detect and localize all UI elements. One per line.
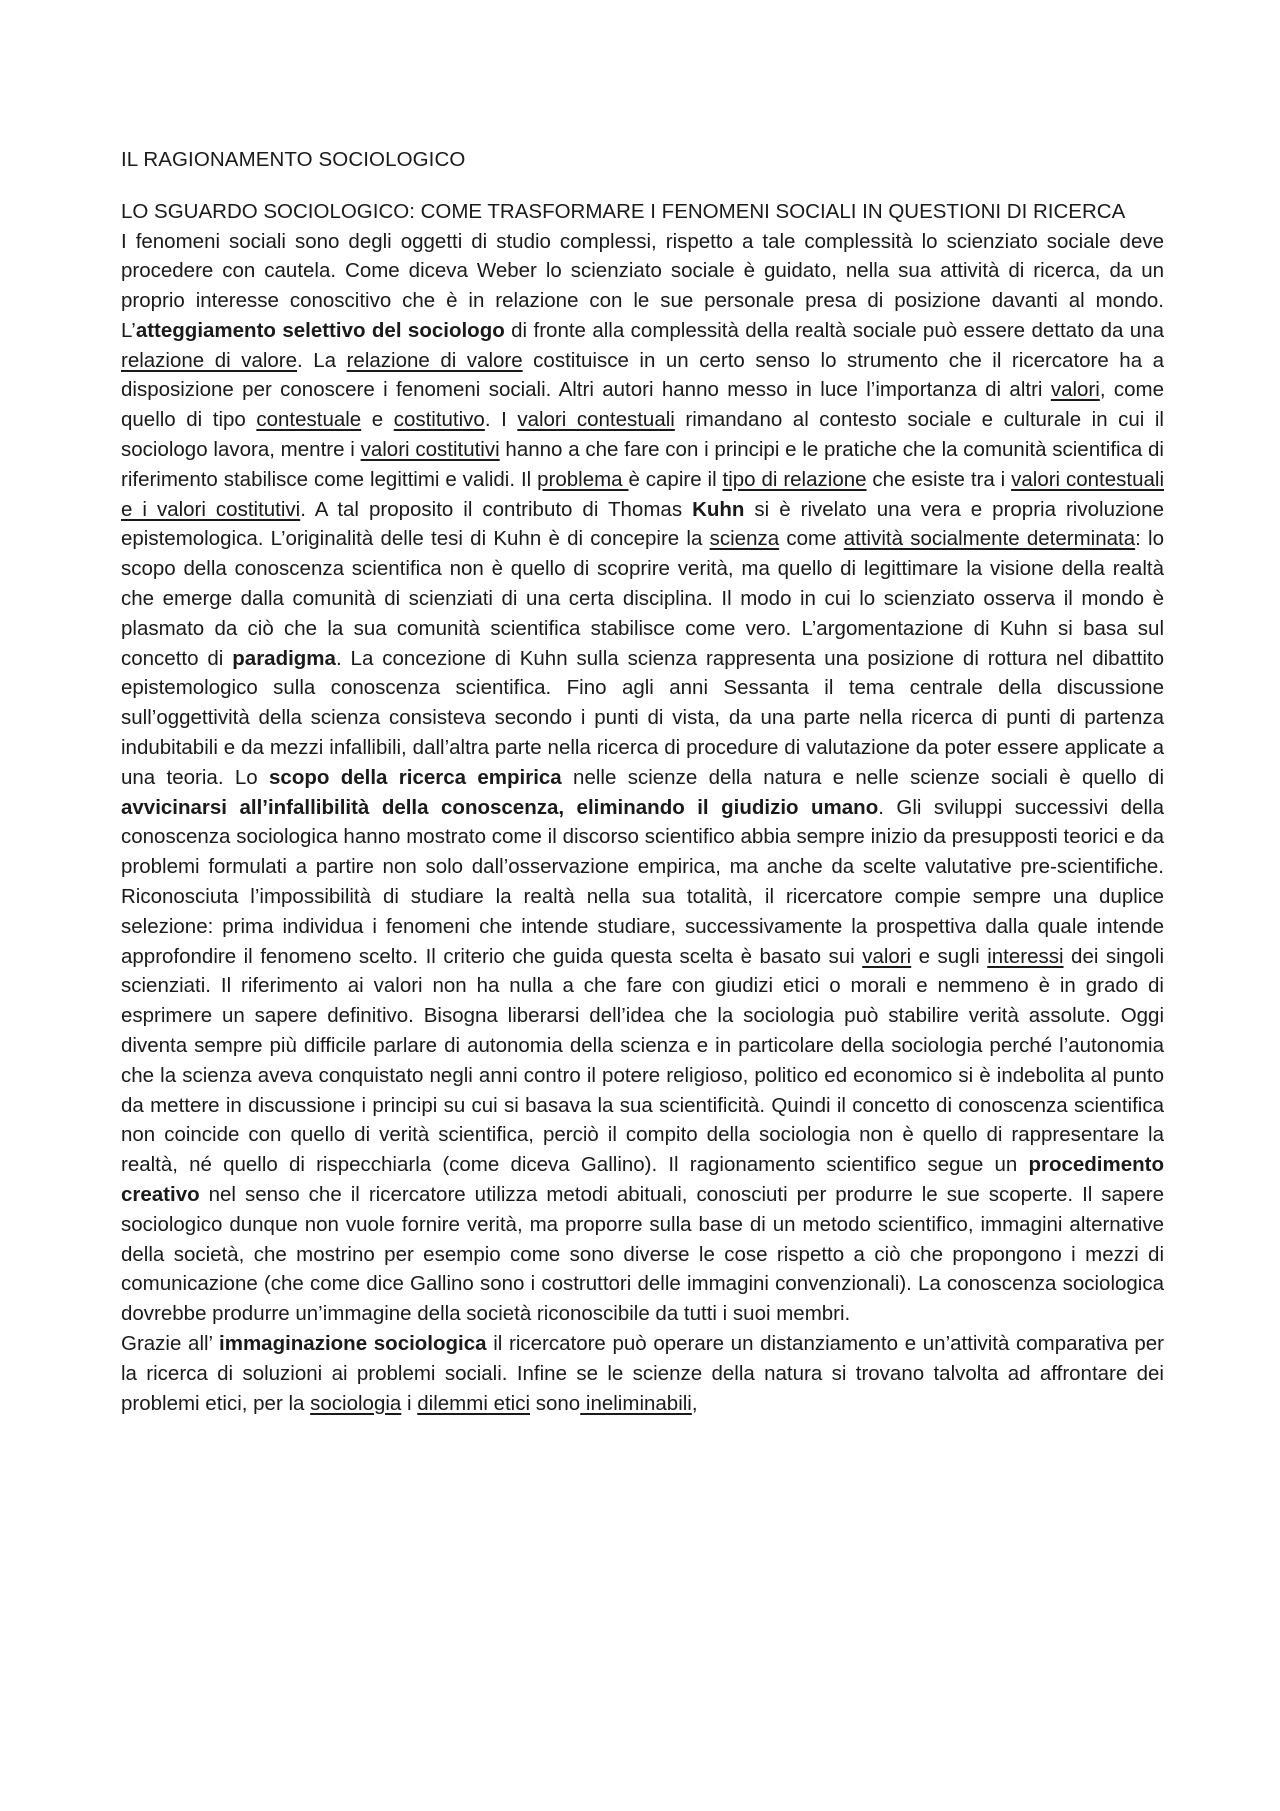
underlined-text: valori contestuali e i valori costitutivi bbox=[121, 467, 1164, 521]
underlined-text: relazione di valore bbox=[346, 348, 523, 372]
underlined-text: ineliminabili bbox=[580, 1391, 692, 1415]
underlined-text: problema bbox=[537, 467, 629, 491]
text-run: , come quello di tipo bbox=[121, 378, 1164, 432]
underlined-text: valori costitutivi bbox=[360, 438, 500, 462]
text-run: come bbox=[779, 527, 844, 551]
underlined-text: valori bbox=[862, 944, 912, 968]
text-run: rimandano al contesto sociale e culturale in cui il sociologo lavora, mentre i bbox=[121, 408, 1164, 462]
text-run: nel senso che il ricercatore utilizza metodi abituali, conosciuti per produrre le sue scoperte. Il sapere sociologico dunque non vuole fornire verità, ma proporre sulla base di un metodo scientifico, immagini alternative della società, che mostrino per esempio come sono diverse le cose rispetto a ciò che propongono i mezzi di comunicazione (che come dice Gallino sono i costruttori delle immagini convenzionali). La conoscenza sociologica dovrebbe produrre un’immagine della società riconoscibile da tutti i suoi membri. bbox=[121, 1183, 1164, 1326]
text-run: Grazie all’ bbox=[121, 1331, 220, 1355]
document-title: IL RAGIONAMENTO SOCIOLOGICO bbox=[121, 148, 466, 171]
text-run: e sugli bbox=[911, 944, 988, 968]
paragraph bbox=[121, 227, 1164, 1329]
text-run: I fenomeni sociali sono degli oggetti di studio complessi, rispetto a tale complessità lo scienziato sociale deve procedere con cautela. Come diceva Weber lo scienziato sociale è guidato, nella sua attività di ricerca, da un proprio interesse conoscitivo che è in relazione con le sue personale presa di posizione davanti al mondo. L’ bbox=[121, 229, 1164, 342]
text-run: : lo scopo della conoscenza scientifica non è quello di scoprire verità, ma quello di legittimare la visione della realtà che emerge dalla comunità di scienziati di una certa disciplina. Il modo in cui lo scienziato osserva il mondo è plasmato da ciò che la sua comunità scientifica stabilisce come vero. L’argomentazione di Kuhn si basa sul concetto di bbox=[121, 527, 1164, 670]
underlined-text: dilemmi etici bbox=[417, 1391, 531, 1415]
section-title: LO SGUARDO SOCIOLOGICO: COME TRASFORMARE I FENOMENI SOCIALI IN QUESTIONI DI RICERCA bbox=[121, 200, 1126, 223]
underlined-text: relazione di valore bbox=[121, 348, 298, 372]
text-run: . I bbox=[484, 408, 518, 432]
underlined-text: valori bbox=[1050, 378, 1100, 402]
text-run: nelle scienze della natura e nelle scienze sociali è quello di bbox=[561, 765, 1165, 789]
text-run: e bbox=[361, 408, 394, 432]
document-body bbox=[121, 227, 1164, 1419]
bold-text: avvicinarsi all’infallibilità della conoscenza, eliminando il giudizio umano bbox=[121, 795, 879, 819]
text-run: . A tal proposito il contributo di Thomas bbox=[300, 497, 693, 521]
bold-text: scopo della ricerca empirica bbox=[269, 765, 562, 789]
underlined-text: sociologia bbox=[310, 1391, 402, 1415]
document-page bbox=[121, 148, 1164, 1418]
underlined-text: attività socialmente determinata bbox=[843, 527, 1136, 551]
text-run: è capire il bbox=[628, 467, 723, 491]
underlined-text: costitutivo bbox=[393, 408, 485, 432]
text-run: . Gli sviluppi successivi della conoscenza sociologica hanno mostrato come il discorso scientifico abbia sempre inizio da presupposti teorici e da problemi formulati a partire non solo dall’osservazione empirica, ma anche da scelte valutative pre-scientifiche. Riconosciuta l’impossibilità di studiare la realtà nella sua totalità, il ricercatore compie sempre una duplice selezione: prima individua i fenomeni che intende studiare, successivamente la prospettiva dalla quale intende approfondire il fenomeno scelto. Il criterio che guida questa scelta è basato sui bbox=[121, 795, 1164, 968]
text-run: . La bbox=[297, 348, 347, 372]
text-run: sono bbox=[530, 1391, 581, 1415]
bold-text: procedimento creativo bbox=[121, 1153, 1164, 1206]
text-run: di fronte alla complessità della realtà sociale può essere dettato da una bbox=[504, 318, 1164, 342]
underlined-text: valori contestuali bbox=[517, 408, 675, 432]
bold-text: paradigma bbox=[232, 646, 336, 670]
text-run: costituisce in un certo senso lo strumento che il ricercatore ha a disposizione per conoscere i fenomeni sociali. Altri autori hanno messo in luce l’importanza di altri bbox=[121, 348, 1165, 402]
paragraph bbox=[121, 1329, 1164, 1418]
text-run: il ricercatore può operare un distanziamento e un’attività comparativa per la ricerca di soluzioni ai problemi sociali. Infine se le scienze della natura si trovano talvolta ad affrontare dei problemi etici, per la bbox=[121, 1331, 1164, 1415]
bold-text: Kuhn bbox=[692, 497, 745, 521]
underlined-text: interessi bbox=[987, 944, 1064, 968]
text-run: , bbox=[691, 1391, 698, 1415]
text-run: hanno a che fare con i principi e le pratiche che la comunità scientifica di riferimento stabilisce come legittimi e validi. Il bbox=[121, 438, 1164, 491]
underlined-text: tipo di relazione bbox=[722, 467, 867, 491]
underlined-text: contestuale bbox=[256, 408, 362, 432]
bold-text: immaginazione sociologica bbox=[219, 1331, 487, 1355]
bold-text: atteggiamento selettivo del sociologo bbox=[135, 318, 505, 342]
text-run: che esiste tra i bbox=[866, 467, 1012, 491]
text-run: si è rivelato una vera e propria rivoluzione epistemologica. L’originalità delle tesi di Kuhn è di concepire la bbox=[121, 497, 1164, 551]
text-run: i bbox=[401, 1391, 418, 1415]
underlined-text: scienza bbox=[709, 527, 780, 551]
text-run: . La concezione di Kuhn sulla scienza rappresenta una posizione di rottura nel dibattito epistemologico sulla conoscenza scientifica. Fino agli anni Sessanta il tema centrale della discussione sull’oggettività della scienza consisteva secondo i punti di vista, da una parte nella ricerca di punti di partenza indubitabili e da mezzi infallibili, dall’altra parte nella ricerca di procedure di valutazione da poter essere applicate a una teoria. Lo bbox=[121, 646, 1164, 789]
text-run: dei singoli scienziati. Il riferimento ai valori non ha nulla a che fare con giudizi etici o morali e nemmeno è in grado di esprimere un sapere definitivo. Bisogna liberarsi dell’idea che la sociologia può stabilire verità assolute. Oggi diventa sempre più difficile parlare di autonomia della scienza e in particolare della sociologia perché l’autonomia che la scienza aveva conquistato negli anni contro il potere religioso, politico ed economico si è indebolita al punto da mettere in discussione i principi su cui si basava la sua scientificità. Quindi il concetto di conoscenza scientifica non coincide con quello di verità scientifica, perciò il compito della sociologia non è quello di rappresentare la realtà, né quello di rispecchiarla (come diceva Gallino). Il ragionamento scientifico segue un bbox=[121, 944, 1165, 1177]
